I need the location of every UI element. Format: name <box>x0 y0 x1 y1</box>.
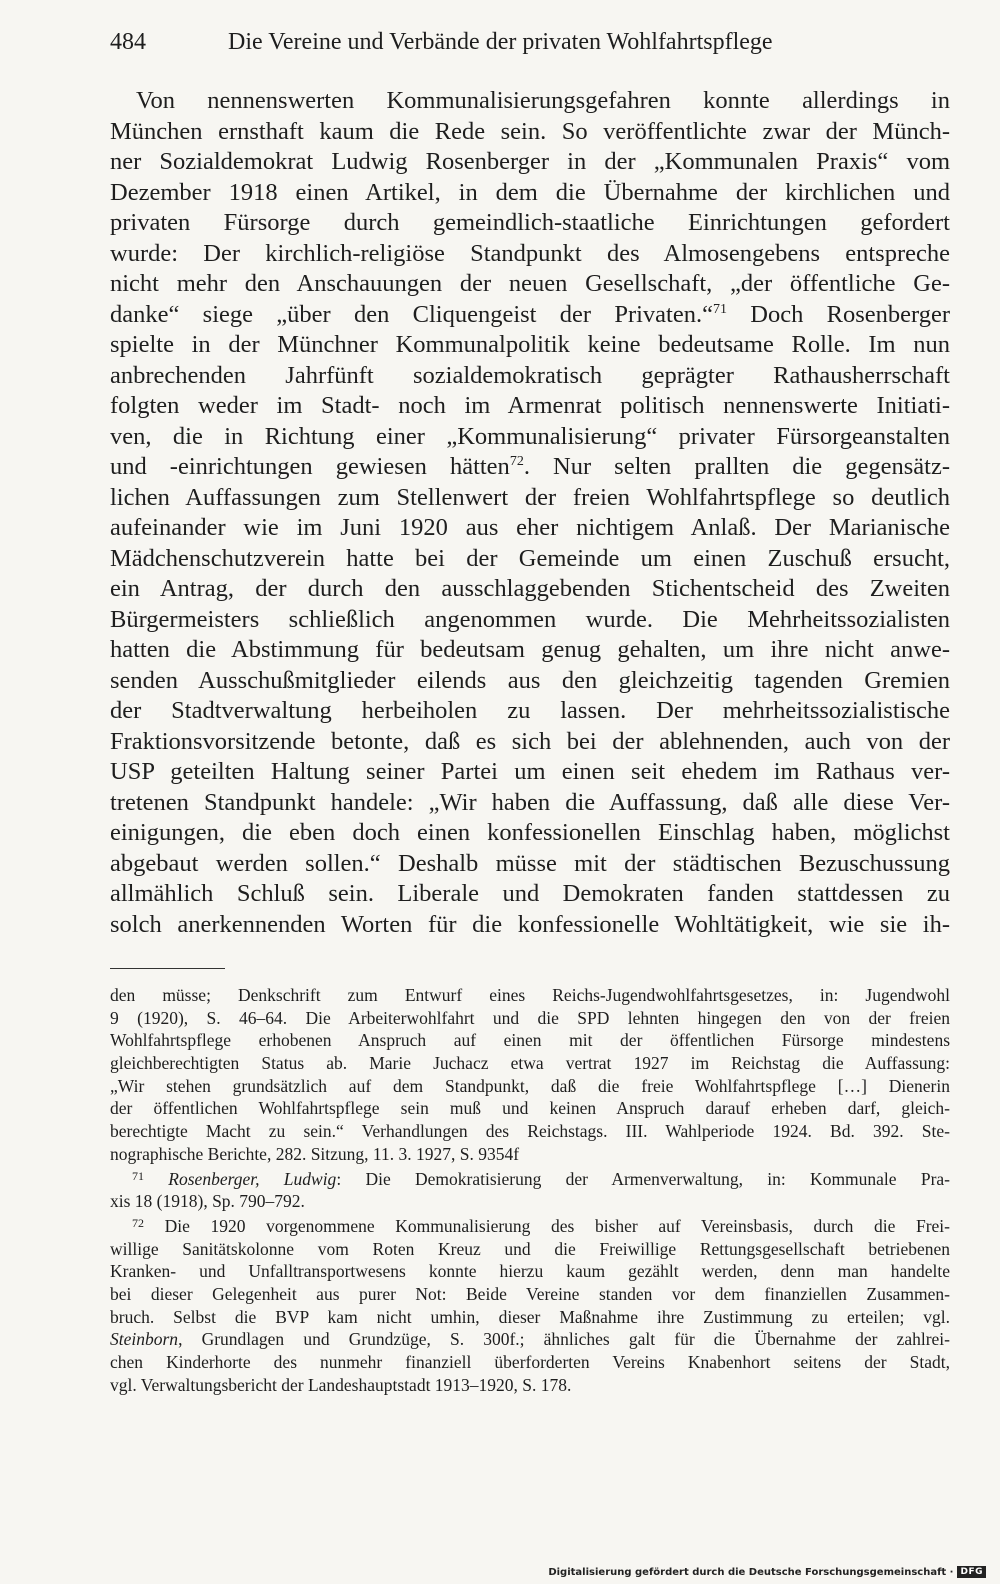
body-line: solch anerkennenden Worten für die konfessionelle Wohltätigkeit, wie sie ih- <box>110 910 950 938</box>
footnote-line: willige Sanitätskolonne vom Roten Kreuz und die Freiwillige Rettungsgesellschaft betriebenen <box>110 1238 950 1259</box>
body-line: hatten die Abstimmung für bedeutsam genug gehalten, um ihre nicht anwe- <box>110 636 950 663</box>
footnote-number: 71 <box>132 1168 144 1183</box>
footnote-line: xis 18 (1918), Sp. 790–792. <box>110 1191 305 1212</box>
footnote-line: bruch. Selbst die BVP kam nicht umhin, dieser Maßnahme ihre Zustimmung zu erteilen; vgl. <box>110 1306 950 1327</box>
body-line: wurde: Der kirchlich-religiöse Standpunkt des Almosengebens entspreche <box>110 239 950 267</box>
body-line <box>110 300 950 331</box>
body-line: ner Sozialdemokrat Ludwig Rosenberger in der „Kommunalen Praxis“ vom <box>110 148 950 175</box>
footnote-ref-71[interactable]: 71 <box>712 301 727 317</box>
footnote-author: Rosenberger, Ludwig <box>168 1168 337 1189</box>
footnote-72 <box>110 1215 950 1238</box>
footnote-line: berechtigte Macht zu sein.“ Verhandlungen des Reichstags. III. Wahlperiode 1924. Bd. 392. Ste- <box>110 1121 950 1142</box>
body-line <box>110 452 950 483</box>
body-text <box>110 86 950 940</box>
body-line: folgten weder im Stadt- noch im Armenrat politisch nennenswerte Initiati- <box>110 392 950 419</box>
body-line-text: Doch Rosenberger <box>726 300 950 328</box>
body-line: lichen Auffassungen zum Stellenwert der freien Wohlfahrtspflege so deutlich <box>110 483 950 511</box>
footnote-text: , Grundlagen und Grundzüge, S. 300f.; ähnliches galt für die Übernahme der zahlrei- <box>178 1329 950 1350</box>
footnote-line: Kranken- und Unfalltransportwesens konnte hierzu kaum gezählt werden, denn man handelte <box>110 1261 950 1282</box>
body-line: Dezember 1918 einen Artikel, in dem die Übernahme der kirchlichen und <box>110 178 950 206</box>
body-line: spielte in der Münchner Kommunalpolitik keine bedeutsame Rolle. Im nun <box>110 331 950 358</box>
footnote-ref-72[interactable]: 72 <box>509 454 524 469</box>
body-line: allmählich Schluß sein. Liberale und Demokraten fanden stattdessen zu <box>110 880 950 907</box>
credit-text: Digitalisierung gefördert durch die Deutsche Forschungsgemeinschaft · <box>548 1566 954 1578</box>
page-number: 484 <box>110 29 146 55</box>
body-line: senden Ausschußmitglieder eilends aus den gleichzeitig tagenden Gremien <box>110 666 950 694</box>
body-line: anbrechenden Jahrfünft sozialdemokratisch geprägter Rathausherrschaft <box>110 361 950 389</box>
body-line: Fraktionsvorsitzende betonte, daß es sich bei der ablehnenden, auch von der <box>110 727 950 755</box>
footnote-line: bei dieser Gelegenheit aus purer Not: Beide Vereine standen vor dem finanziellen Zusammen- <box>110 1283 950 1304</box>
footnote-author: Steinborn <box>110 1329 179 1350</box>
dfg-logo-icon: DFG <box>957 1566 986 1578</box>
digitization-credit <box>548 1566 986 1578</box>
footnote-71 <box>110 1168 950 1191</box>
footnote-line: chen Kinderhorte des nunmehr finanziell überforderten Vereins Knabenhort seitens der Stadt, <box>110 1352 950 1372</box>
footnote-divider <box>110 968 225 969</box>
body-line: Von nennenswerten Kommunalisierungsgefahren konnte allerdings in <box>136 87 950 114</box>
footnote-text: : Die Demokratisierung der Armenverwaltung, in: Kommunale Pra- <box>336 1168 951 1189</box>
footnote-line: den müsse; Denkschrift zum Entwurf eines Reichs-Jugendwohlfahrtsgesetzes, in: Jugendwohl <box>110 985 950 1005</box>
footnote-line: gleichberechtigten Status ab. Marie Juchacz etwa vertrat 1927 im Reichstag die Auffassung: <box>110 1053 950 1074</box>
body-line: abgebaut werden sollen.“ Deshalb müsse mit der städtischen Bezuschussung <box>110 849 950 877</box>
running-head <box>110 26 950 58</box>
footnotes <box>110 984 950 1396</box>
body-line: Mädchenschutzverein hatte bei der Gemeinde um einen Zuschuß ersucht, <box>110 544 950 572</box>
body-line-text: . Nur selten prallten die gegensätz- <box>523 453 950 480</box>
body-line-text: und -einrichtungen gewiesen hätten <box>110 453 510 480</box>
running-title: Die Vereine und Verbände der privaten Wohlfahrtspflege <box>228 29 773 55</box>
footnote-line: „Wir stehen grundsätzlich auf dem Standpunkt, daß die freie Wohlfahrtspflege […] Dienerin <box>110 1075 950 1096</box>
footnote-line: nographische Berichte, 282. Sitzung, 11. 3. 1927, S. 9354f <box>110 1143 520 1164</box>
footnote-line: vgl. Verwaltungsbericht der Landeshauptstadt 1913–1920, S. 178. <box>110 1374 572 1395</box>
body-line: Bürgermeisters schließlich angenommen wurde. Die Mehrheitssozialisten <box>110 605 950 633</box>
footnote-text: Die 1920 vorgenommene Kommunalisierung des bisher auf Vereinsbasis, durch die Frei- <box>144 1215 950 1236</box>
body-line: München ernsthaft kaum die Rede sein. So veröffentlichte zwar der Münch- <box>110 117 950 145</box>
body-line: privaten Fürsorge durch gemeindlich-staatliche Einrichtungen gefordert <box>110 209 950 236</box>
body-line: einigungen, die eben doch einen konfessionellen Einschlag haben, möglichst <box>110 819 950 846</box>
body-line: nicht mehr den Anschauungen der neuen Gesellschaft, „der öffentliche Ge- <box>110 270 950 297</box>
body-line: ven, die in Richtung einer „Kommunalisierung“ privater Fürsorgeanstalten <box>110 422 950 450</box>
footnote-line: Wohlfahrtspflege erhobenen Anspruch auf einen mit der öffentlichen Fürsorge mindestens <box>110 1030 950 1051</box>
body-line-text: danke“ siege „über den Cliquengeist der Privaten.“ <box>110 300 713 328</box>
footnote-number: 72 <box>132 1215 144 1230</box>
body-line: aufeinander wie im Juni 1920 aus eher nichtigem Anlaß. Der Marianische <box>110 514 950 541</box>
body-line: ein Antrag, der durch den ausschlaggebenden Stichentscheid des Zweiten <box>110 575 950 602</box>
body-line: tretenen Standpunkt handele: „Wir haben die Auffassung, daß alle diese Ver- <box>110 788 950 816</box>
footnote-line: der öffentlichen Wohlfahrtspflege sein muß und keinen Anspruch darauf erheben darf, gleich- <box>110 1098 950 1119</box>
body-line: der Stadtverwaltung herbeiholen zu lassen. Der mehrheitssozialistische <box>110 697 950 724</box>
footnote-line <box>110 1328 950 1351</box>
body-line: USP geteilten Haltung seiner Partei um einen seit ehedem im Rathaus ver- <box>110 758 950 785</box>
footnote-line: 9 (1920), S. 46–64. Die Arbeiterwohlfahrt und die SPD lehnten hingegen den von der freien <box>110 1007 950 1028</box>
